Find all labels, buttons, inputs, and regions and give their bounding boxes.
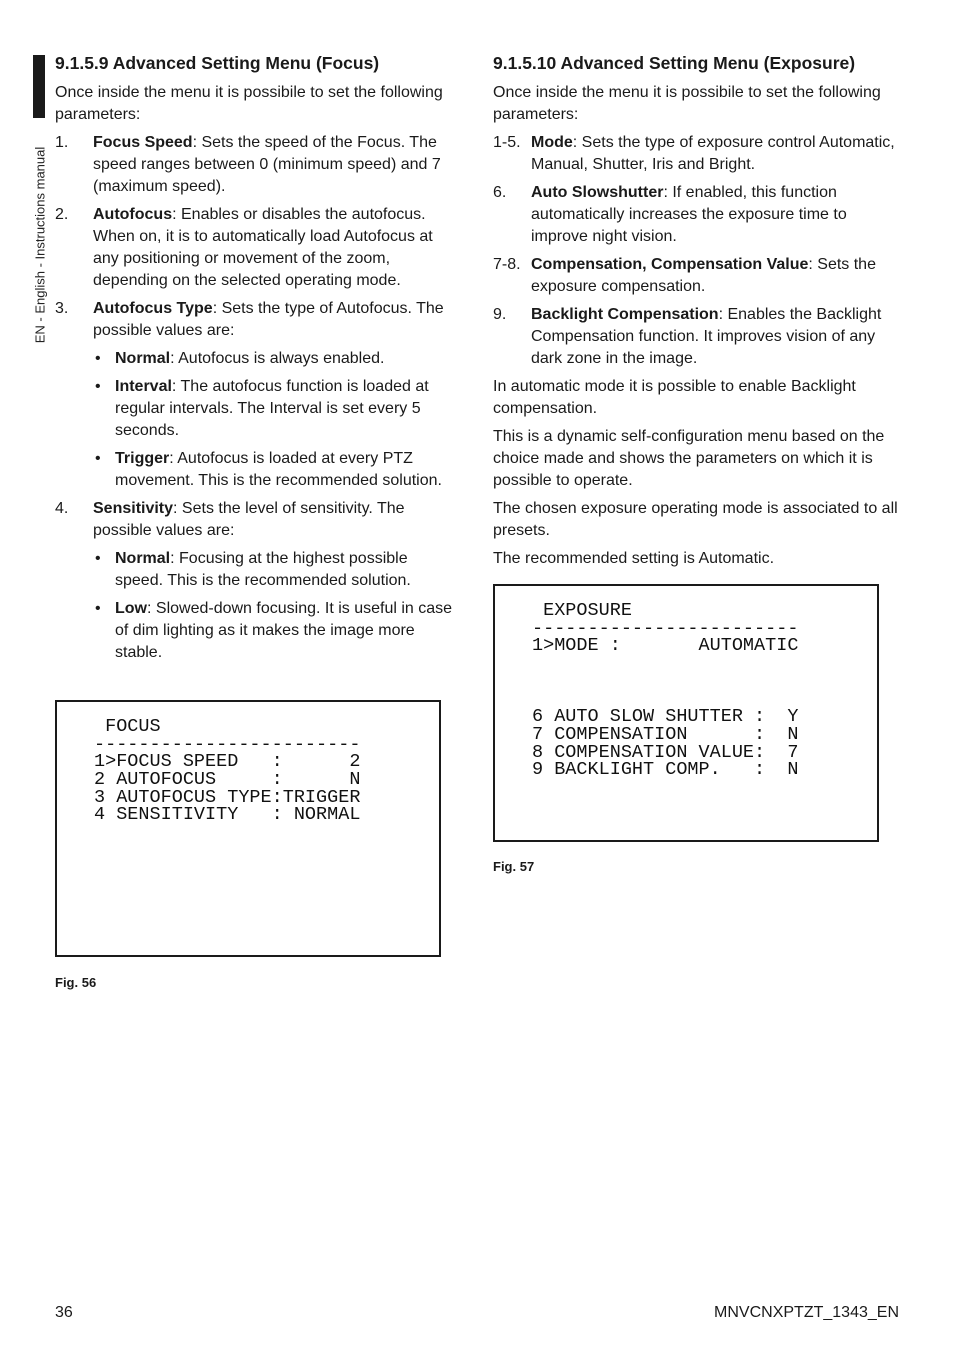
exposure-item-mode: 1-5. Mode: Sets the type of exposure control Automatic, Manual, Shutter, Iris and Bright.	[493, 134, 895, 173]
osd-line: 6 AUTO SLOW SHUTTER : Y	[532, 706, 799, 728]
figure-caption-56: Fig. 56	[55, 975, 97, 990]
osd-line: ------------------------	[94, 733, 361, 755]
bullet-icon: •	[95, 350, 101, 367]
focus-intro: Once inside the menu it is possibile to set the following parameters:	[55, 84, 443, 123]
bullet-icon: •	[95, 550, 101, 567]
type-bullet-interval: • Interval: The autofocus function is loaded at regular intervals. The Interval is set every 5 seconds.	[93, 376, 460, 442]
osd-line: 2 AUTOFOCUS : N	[94, 769, 361, 791]
osd-line: 8 COMPENSATION VALUE: 7	[532, 741, 799, 763]
osd-line: 7 COMPENSATION : N	[532, 723, 799, 745]
osd-line: 1>FOCUS SPEED : 2	[94, 751, 361, 773]
exposure-paragraph: This is a dynamic self-configuration menu based on the choice made and shows the parameters on which it is possible to operate.	[493, 428, 885, 489]
exposure-item-backlight: 9. Backlight Compensation: Enables the Backlight Compensation function. It improves vision of any dark zone in the image.	[493, 306, 882, 367]
focus-item-4: 4. Sensitivity: Sets the level of sensitivity. The possible values are:	[55, 500, 405, 539]
focus-item-1: 1. Focus Speed: Sets the speed of the Focus. The speed ranges between 0 (minimum speed) and 7 (maximum speed).	[55, 134, 441, 195]
focus-section	[55, 50, 460, 670]
bullet-icon: •	[95, 600, 101, 617]
osd-line	[532, 655, 877, 673]
focus-item-3: 3. Autofocus Type: Sets the type of Autofocus. The possible values are:	[55, 300, 444, 339]
exposure-paragraph: The recommended setting is Automatic.	[493, 550, 775, 567]
section-marker-bar	[33, 55, 45, 118]
osd-line: ------------------------	[532, 617, 799, 639]
osd-line: 4 SENSITIVITY : NORMAL	[94, 804, 361, 826]
exposure-paragraph: The chosen exposure operating mode is associated to all presets.	[493, 500, 898, 539]
sens-bullet-normal: • Normal: Focusing at the highest possible speed. This is the recommended solution.	[93, 548, 460, 592]
osd-line: 3 AUTOFOCUS TYPE:TRIGGER	[94, 786, 361, 808]
focus-heading: 9.1.5.9 Advanced Setting Menu (Focus)	[55, 53, 380, 73]
exposure-paragraph: In automatic mode it is possible to enable Backlight compensation.	[493, 378, 856, 417]
osd-line	[532, 673, 877, 691]
exposure-intro: Once inside the menu it is possibile to set the following parameters:	[493, 84, 881, 123]
type-bullet-trigger: • Trigger: Autofocus is loaded at every PTZ movement. This is the recommended solution.	[93, 448, 460, 492]
focus-osd-screen	[55, 700, 441, 957]
osd-line: 1>MODE : AUTOMATIC	[532, 635, 799, 657]
osd-line: 9 BACKLIGHT COMP. : N	[532, 759, 799, 781]
bullet-icon: •	[95, 450, 101, 467]
exposure-heading: 9.1.5.10 Advanced Setting Menu (Exposure)	[493, 53, 856, 73]
osd-line: EXPOSURE	[532, 600, 632, 621]
focus-item-2: 2. Autofocus: Enables or disables the autofocus. When on, it is to automatically load Autofocus at any positioning or movement of the zoom, depending on the selected operating mode.	[55, 206, 433, 289]
exposure-item-slowshutter: 6. Auto Slowshutter: If enabled, this function automatically increases the exposure time to improve night vision.	[493, 184, 847, 245]
exposure-osd-screen	[493, 584, 879, 842]
document-code: MNVCNXPTZT_1343_EN	[714, 1304, 899, 1321]
figure-caption-57: Fig. 57	[493, 859, 535, 874]
page-number: 36	[55, 1304, 73, 1321]
exposure-section	[493, 50, 898, 576]
sens-bullet-low: • Low: Slowed-down focusing. It is useful in case of dim lighting as it makes the image more stable.	[93, 598, 460, 664]
bullet-icon: •	[95, 378, 101, 395]
osd-line: FOCUS	[94, 716, 161, 737]
exposure-item-compensation: 7-8. Compensation, Compensation Value: Sets the exposure compensation.	[493, 256, 876, 295]
type-bullet-normal: • Normal: Autofocus is always enabled.	[93, 348, 460, 370]
